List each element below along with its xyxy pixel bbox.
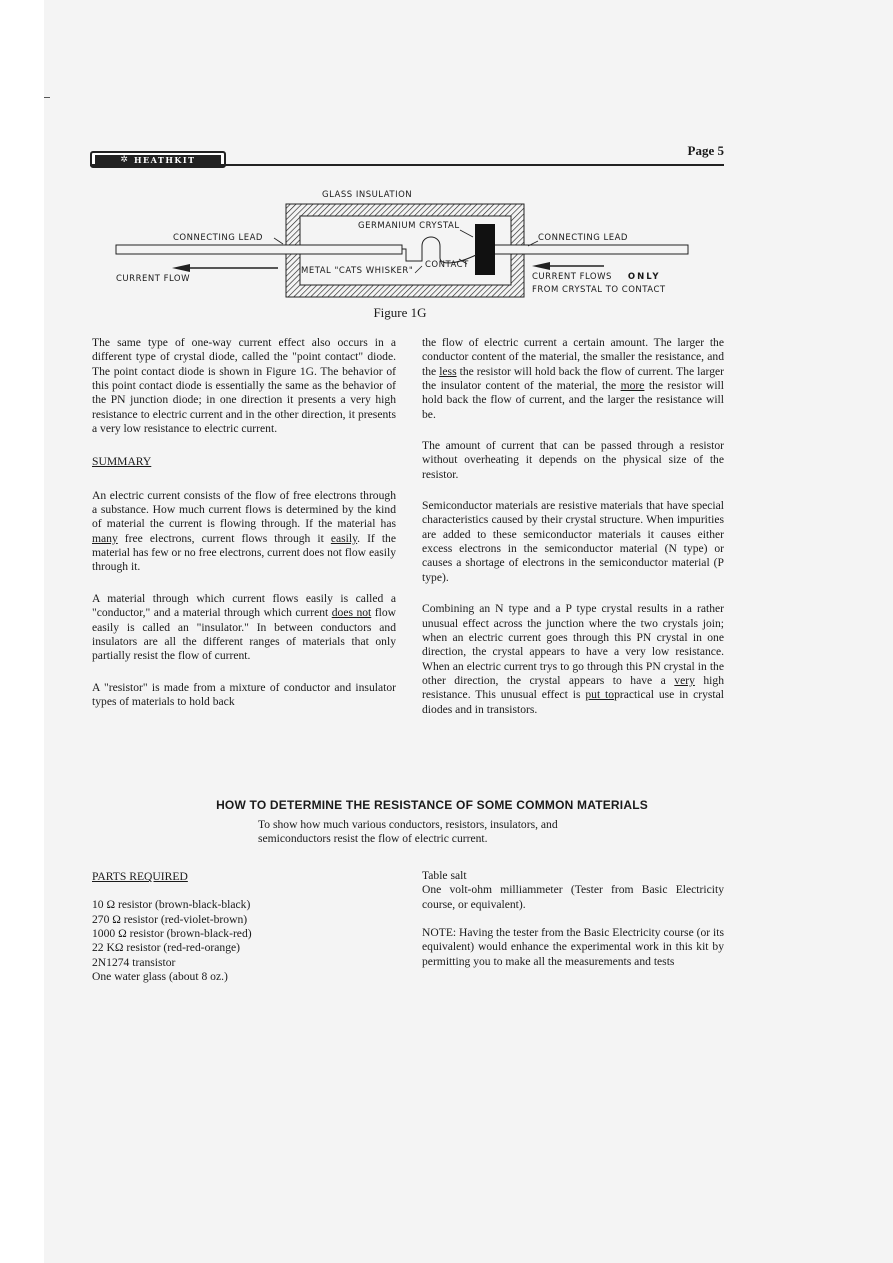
label-current-flows-prefix: CURRENT FLOWS xyxy=(532,272,612,282)
section-title: HOW TO DETERMINE THE RESISTANCE OF SOME COMMON MATERIALS xyxy=(216,798,648,812)
r-para4-underline-put-to: put to xyxy=(585,688,615,702)
figure-caption: Figure 1G xyxy=(373,305,427,320)
right-paragraph-3: Semiconductor materials are resistive materials that have special characteristics caused by their crystal structure. When impurities are added to these semiconductor materials it causes either excess electrons in the semiconductor material (N type) or causes a shortage of electrons in the semiconductor material (P type). xyxy=(422,499,724,584)
summary-heading xyxy=(92,455,396,469)
parts-right-column xyxy=(422,869,724,969)
label-contact: CONTACT xyxy=(425,260,469,270)
label-metal-cats-whisker: METAL "CATS WHISKER" xyxy=(301,266,414,276)
r-para1-underline-more: more xyxy=(620,379,645,393)
label-glass-insulation: GLASS INSULATION xyxy=(322,190,413,200)
summary-heading-text: SUMMARY xyxy=(92,455,152,469)
right-paragraph-4 xyxy=(422,602,724,717)
left-column xyxy=(92,336,396,709)
para2-part-c: . If the material has few or no free electrons, current does not flow easily through it. xyxy=(92,531,396,574)
r-para1-underline-less: less xyxy=(439,364,457,378)
parts-item: 22 KΩ resistor (red-red-orange) xyxy=(92,941,241,955)
right-column xyxy=(422,336,724,717)
para2-underline-easily: easily xyxy=(330,531,358,545)
para3-part-b: flow easily is called an "insulator." In between conductors and insulators are all the different ranges of materials that only partially resist the flow of current. xyxy=(92,606,396,663)
germanium-crystal xyxy=(475,224,495,275)
para2-part-a: An electric current consists of the flow of free electrons through a substance. How much current flows is determined by the kind of material the current is flowing through. If the material has xyxy=(92,488,396,531)
label-current-flows-only: ONLY xyxy=(627,272,661,282)
note-paragraph: NOTE: Having the tester from the Basic Electricity course (or its equivalent) would enhance the experimental work in this kit by permitting you to make all the measurements and tests xyxy=(422,926,724,968)
label-current-flows-line1 xyxy=(532,272,661,282)
parts-heading: PARTS REQUIRED xyxy=(92,870,188,883)
para2-part-b: free electrons, current flows through it xyxy=(117,531,331,545)
r-para4-part-c: practical use in crystal diodes and in transistors. xyxy=(422,688,724,716)
logo-text: HEATHKIT xyxy=(133,154,196,165)
connecting-lead-left-wire xyxy=(116,245,402,254)
left-paragraph-2 xyxy=(92,489,396,575)
parts-item: 270 Ω resistor (red-violet-brown) xyxy=(92,912,248,926)
para3-underline-does-not: does not xyxy=(331,606,372,620)
page-number: Page 5 xyxy=(687,143,724,158)
parts-required xyxy=(92,870,396,984)
current-flow-arrow-left xyxy=(172,264,278,272)
label-connecting-lead-right: CONNECTING LEAD xyxy=(538,233,628,243)
parts-item: One water glass (about 8 oz.) xyxy=(92,970,228,984)
r-para4-underline-very: very xyxy=(674,673,695,687)
para2-underline-many: many xyxy=(92,531,118,545)
label-current-flow: CURRENT FLOW xyxy=(116,274,191,284)
right-paragraph-2: The amount of current that can be passed through a resistor without overheating it depends on the physical size of the resistor. xyxy=(422,439,724,481)
parts-item: 2N1274 transistor xyxy=(92,955,176,969)
parts-item: 1000 Ω resistor (brown-black-red) xyxy=(92,927,252,941)
parts-item-right: One volt-ohm milliammeter (Tester from Basic Electricity course, or equivalent). xyxy=(422,883,724,911)
right-paragraph-1 xyxy=(422,336,724,422)
r-para4-part-b: high resistance. This unusual effect is xyxy=(422,673,724,702)
left-paragraph-4: A "resistor" is made from a mixture of conductor and insulator types of materials to hold back xyxy=(92,680,396,708)
label-current-flows-line2: FROM CRYSTAL TO CONTACT xyxy=(532,285,666,295)
parts-item: 10 Ω resistor (brown-black-black) xyxy=(92,898,251,912)
header-rule xyxy=(90,164,724,166)
connecting-lead-right-wire xyxy=(485,245,688,254)
logo-symbol-icon: ✲ xyxy=(120,154,128,164)
margin-mark xyxy=(44,97,50,98)
para3-part-a: A material through which current flows easily is called a "conductor," and a material through which current xyxy=(92,591,396,620)
label-connecting-lead-left: CONNECTING LEAD xyxy=(173,233,263,243)
r-para1-part-b: the resistor will hold back the flow of current. The larger the insulator content of the material, the xyxy=(422,364,724,393)
point-contact-diode-figure xyxy=(110,186,700,302)
r-para1-part-c: the resistor will hold back the flow of current, and the larger the resistance will be. xyxy=(422,379,725,421)
parts-item-right: Table salt xyxy=(422,869,467,882)
current-flow-arrow-right xyxy=(532,262,604,270)
r-para1-part-a: the flow of electric current a certain amount. The larger the conductor content of the material, the smaller the resistance, and the xyxy=(422,336,724,378)
r-para4-part-a: Combining an N type and a P type crystal results in a rather unusual effect across the junction where the two crystals join; when an electric current goes through this PN crystal in one direction, the crystal appears to have a very low resistance. When an electric current trys to go through this PN crystal in the other direction, the crystal appears to have a xyxy=(422,602,724,687)
section-intro: To show how much various conductors, resistors, insulators, and semiconductors resist the flow of electric current. xyxy=(258,818,558,846)
left-paragraph-3 xyxy=(92,592,396,664)
label-germanium-crystal: GERMANIUM CRYSTAL xyxy=(358,221,460,231)
left-paragraph-1: The same type of one-way current effect also occurs in a different type of crystal diode, called the "point contact" diode. The point contact diode is shown in Figure 1G. The behavior of this point contact diode is essentially the same as the behavior of the PN junction diode; in one direction it presents a very high resistance to electric current and in the other direction, it presents a very low resistance to electric current. xyxy=(92,336,396,436)
